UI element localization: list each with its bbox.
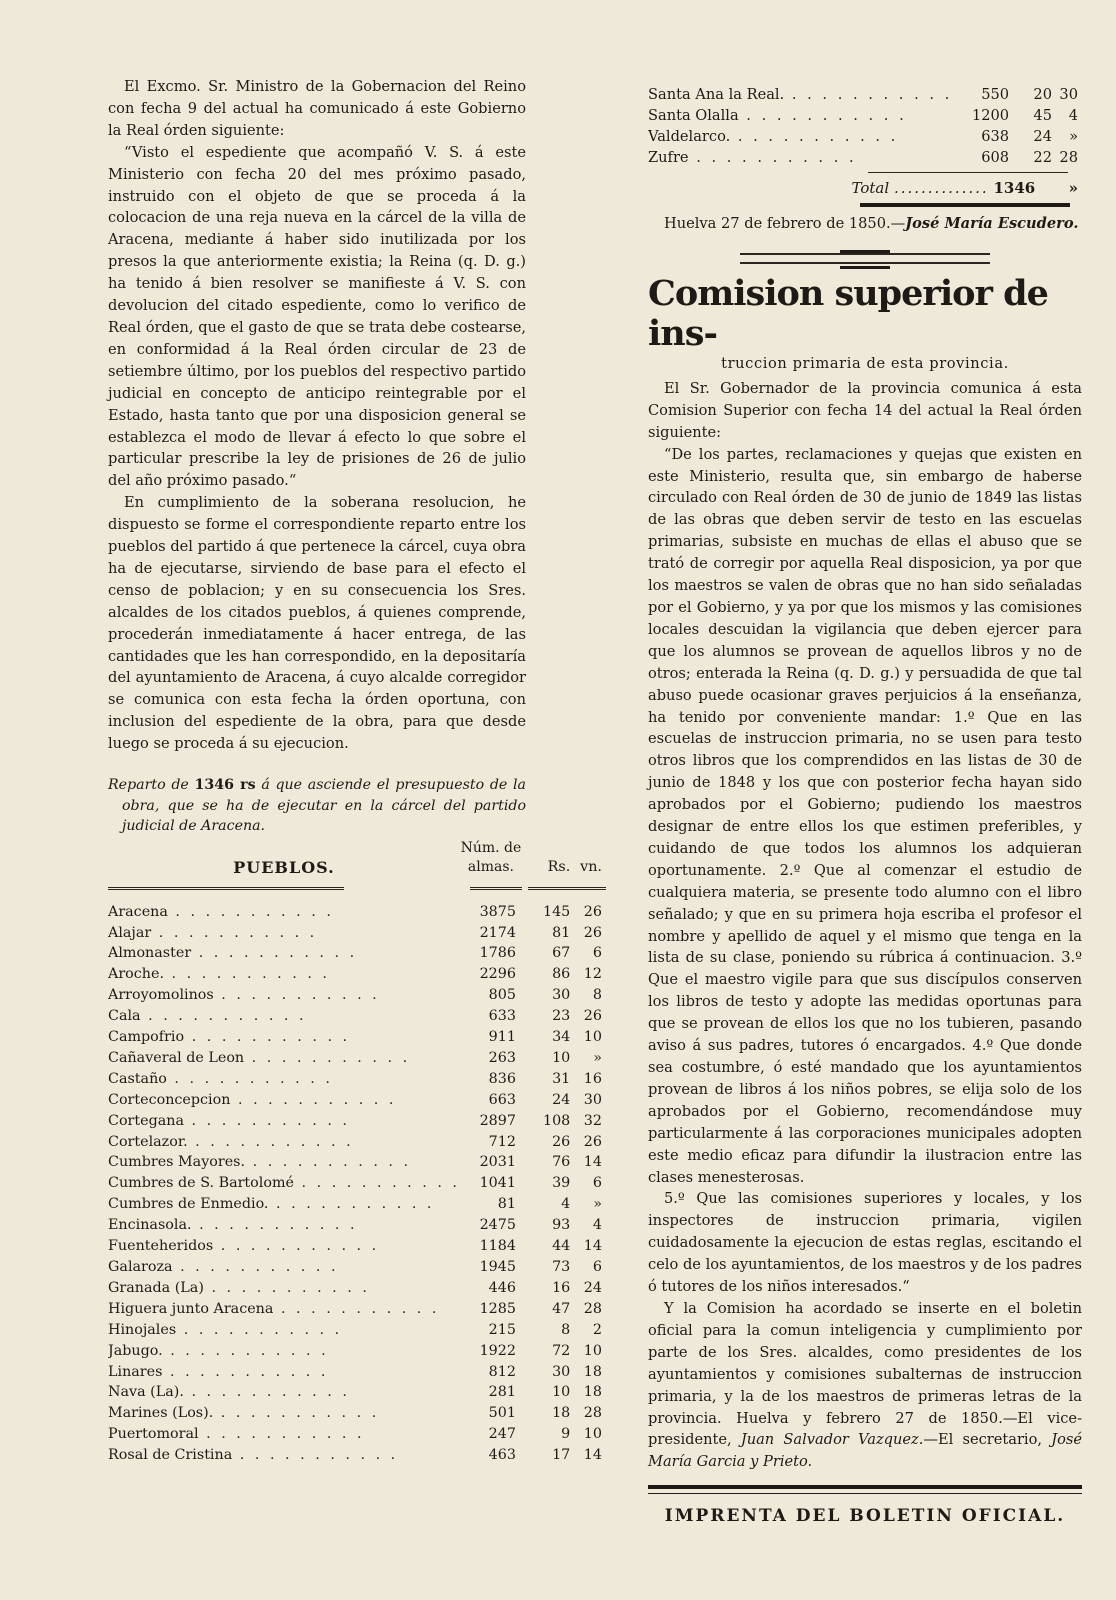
pueblo-label: Aroche. [108,966,164,983]
vn-value: 28 [583,1405,602,1422]
rs-value: 93 [552,1217,571,1234]
table-row [108,1278,606,1299]
rs-value: 8 [561,1321,571,1338]
table-row [108,1048,606,1069]
pueblo-name: Cortegana . . . . . . . . . . . [108,1112,350,1129]
table-row [108,1215,606,1236]
caption-amount: 1346 rs [194,777,256,794]
table-row [108,1362,606,1383]
rs-value: 39 [552,1175,571,1192]
table-row [108,1006,606,1027]
table-row [108,985,606,1006]
pueblo-name: Almonaster . . . . . . . . . . . [108,945,358,962]
left-column [108,76,602,1466]
vn-value: 18 [583,1363,602,1380]
pueblo-label: Higuera junto Aracena [108,1300,274,1317]
vn-value: 10 [583,1426,602,1443]
table-row [108,1069,606,1090]
table-row [108,1173,606,1194]
pueblo-label: Nava (La). [108,1384,184,1401]
rs-value: 31 [552,1070,571,1087]
almas-value: 1184 [479,1238,516,1255]
pueblo-label: Alajar [108,924,152,941]
end-rule [648,1485,1082,1489]
table-row [108,1090,606,1111]
almas-value: 550 [981,86,1010,103]
rs-value: 86 [552,966,571,983]
rs-value: 76 [552,1154,571,1171]
pueblo-label: Rosal de Cristina [108,1447,233,1464]
vn-value: 28 [1059,149,1078,166]
rs-value: 26 [552,1133,571,1150]
almas-value: 608 [981,149,1010,166]
almas-value: 633 [488,1008,516,1025]
table-row [108,1027,606,1048]
pueblo-label: Valdelarco. [648,128,731,145]
signature-line [648,213,1082,235]
vn-value: 12 [583,966,602,983]
pueblo-label: Santa Olalla [648,107,739,124]
pueblo-label: Aracena [108,903,168,920]
total-value: 1346 [993,179,1036,197]
almas-value: 812 [488,1363,516,1380]
table-row [108,1152,606,1173]
table-row [648,84,1082,105]
vn-value: 10 [583,1342,602,1359]
vn-value: 14 [583,1154,602,1171]
almas-value: 446 [488,1279,516,1296]
reparto-table-continued [648,84,1082,168]
almas-value: 836 [488,1070,516,1087]
comision-orden: “De los partes, reclamaciones y quejas que existen en este Ministerio, resulta que, sin embargo de haberse circulado con Real órden de 30 de junio de 1849 las listas de las obras que deben servir de testo en las escuelas primarias, subsiste en muchas de ellas el abuso que se trató de corregir por aquella Real disposicion, ya por que los maestros se valen de obras que no han sido señaladas por el Gobierno, y ya por que los mismos y las comisiones locales descuidan la vigilancia que deben ejercer para que los alumnos se provean de aquellos libros y no de otros; enterada la Reina (q. D. g.) y persuadida de que tal abuso puede ocasionar graves perjuicios á la enseñanza, ha tenido por conveniente mandar: 1.º Que en las escuelas de instruccion primaria, no se usen para testo otros libros que los comprendidos en las listas de 30 de junio de 1848 y los que con posterior fecha hayan sido aprobados por el Gobierno; pudiendo los maestros designar de entre ellos los que estimen preferibles, y cuidando de que todos los alumnos los adquieran oportunamente. 2.º Que al comenzar el estudio de cualquiera materia, se presente todo alumno con el libro señalado; y que en su primera hoja escriba el profesor el nombre y apellido de aquel y el mismo que tenga en la lista de su clase, poniendo su rúbrica á continuacion. 3.º Que el maestro vigile para que sus discípulos conserven los libros de testo y adopte las medidas oportunas para que se provean de ellos los que no los tubieren, pasando aviso á sus padres, tutores ó encargados. 4.º Que donde sea costumbre, ó esté mandado que los ayuntamientos provean de libros á los niños pobres, se elija solo de los aprobados por el Gobierno, recomendándose muy particularmente á las corporaciones municipales adopten este medio eficaz para difundir la ilustracion entre las clases menesterosas. [648,445,1082,1186]
table-row [108,1111,606,1132]
total-vn: » [1068,179,1078,197]
vn-value: 4 [1068,107,1078,124]
pueblo-name: Zufre . . . . . . . . . . . [648,149,857,166]
almas-value: 1945 [479,1259,516,1275]
rs-value: 24 [1033,128,1052,145]
pueblo-label: Granada (La) [108,1279,204,1296]
pueblo-name: Puertomoral . . . . . . . . . . . [108,1426,365,1443]
pueblo-name: Linares . . . . . . . . . . . [108,1363,329,1380]
almas-value: 3875 [479,903,516,920]
vn-value: » [1069,128,1078,145]
table-row [108,1236,606,1257]
pueblo-label: Corteconcepcion [108,1091,231,1108]
pueblo-label: Zufre [648,149,689,166]
pueblo-label: Cumbres Mayores. [108,1154,246,1171]
rs-value: 44 [552,1238,571,1255]
pueblo-name: Santa Ana la Real. . . . . . . . . . . . [648,86,953,103]
vn-value: 6 [592,1175,602,1192]
pueblo-name: Higuera junto Aracena . . . . . . . . . . . [108,1300,440,1317]
table-row [648,147,1082,168]
pueblo-label: Cumbres de S. Bartolomé [108,1175,294,1192]
vn-value: 16 [583,1070,602,1087]
pueblo-label: Fuenteheridos [108,1238,214,1255]
table-row [648,105,1082,126]
vn-value: 14 [583,1238,602,1255]
closing-name-1: Juan Salvador Vazquez. [740,1431,924,1449]
vn-value: 30 [583,1091,602,1108]
total-line: Total .............. 1346 » [851,179,1078,197]
table-row [108,1341,606,1362]
pueblo-label: Cumbres de Enmedio. [108,1196,269,1213]
pueblo-name: Arroyomolinos . . . . . . . . . . . [108,987,380,1004]
table-row [108,902,606,923]
thick-rule [860,203,1070,207]
pueblo-label: Cortegana [108,1112,184,1129]
pueblo-name: Valdelarco. . . . . . . . . . . . [648,128,899,145]
pueblo-name: Castaño . . . . . . . . . . . [108,1070,333,1087]
caption-rest: á que asciende el presupuesto de la obra, que se ha de ejecutar en la cárcel del partido judicial de Aracena. [122,777,527,835]
right-column [648,84,1082,1526]
table-row [108,1299,606,1320]
table-row [108,1403,606,1424]
vn-value: 10 [583,1029,602,1046]
table-row [108,1132,606,1153]
table-row [648,126,1082,147]
pueblo-label: Santa Ana la Real. [648,86,785,103]
rs-value: 9 [561,1426,571,1443]
table-row [108,943,606,964]
acuerdo-text: Y la Comision ha acordado se inserte en el boletin oficial para la comun inteligencia y cumplimiento por parte de los Sres. alcaldes, como presidentes de los ayuntamientos y comisiones subalternas de instruccion primaria, y la de los maestros de primeras letras de la provincia. Huelva y febrero 27 de 1850.—El vice-presidente, [648,1299,1082,1449]
table-row [108,964,606,985]
section-heading: Comision superior de ins- [648,272,1048,354]
header-almas: Núm. de almas. [460,839,522,875]
rs-value: 108 [542,1112,571,1129]
almas-value: 911 [488,1029,516,1046]
total-rule [868,172,1068,173]
almas-value: 215 [488,1321,516,1338]
reparto-table-body [108,902,606,1466]
pueblo-label: Almonaster [108,945,192,962]
imprenta-footer: IMPRENTA DEL BOLETIN OFICIAL. [664,1506,1066,1527]
pueblo-label: Linares [108,1363,163,1380]
rs-value: 47 [552,1300,571,1317]
pueblo-label: Marines (Los). [108,1405,214,1422]
pueblo-label: Castaño [108,1070,167,1087]
almas-value: 2031 [479,1154,516,1171]
almas-value: 1285 [479,1300,516,1317]
rs-value: 20 [1033,86,1052,103]
pueblo-name: Cortelazor. . . . . . . . . . . . [108,1133,354,1150]
pueblo-label: Hinojales [108,1321,177,1338]
vn-value: 14 [583,1447,602,1464]
vn-value: 26 [583,924,602,941]
pueblo-name: Granada (La) . . . . . . . . . . . [108,1279,370,1296]
rs-value: 24 [552,1091,571,1108]
sign-date: Huelva 27 de febrero de 1850.— [664,215,906,232]
intro-paragraph: El Excmo. Sr. Ministro de la Gobernacion del Reino con fecha 9 del actual ha comunicado á este Gobierno la Real órden siguiente: [108,78,526,139]
table-row [108,1445,606,1466]
rs-value: 81 [552,924,571,941]
header-vn: vn. [580,858,602,875]
header-rs: Rs. [547,858,571,875]
closing-name-2: José María Garcia y Prieto. [648,1431,1082,1471]
almas-value: 663 [488,1091,516,1108]
rs-value: 23 [552,1008,571,1025]
pueblo-name: Fuenteheridos . . . . . . . . . . . [108,1238,380,1255]
pueblo-name: Alajar . . . . . . . . . . . [108,924,318,941]
vn-value: 2 [592,1321,602,1338]
almas-value: 1922 [479,1342,516,1359]
continued-table-body [648,84,1082,168]
vn-value: 30 [1059,86,1078,103]
pueblo-name: Aracena . . . . . . . . . . . [108,903,334,920]
comision-regla-5: 5.º Que las comisiones superiores y locales, y los inspectores de instruccion primaria, vigilen cuidadosamente la ejecucion de estas reglas, escitando el celo de los ayuntamientos, de los maestros y de los padres ó tutores de los niños interesados.“ [648,1190,1082,1296]
almas-value: 2296 [479,966,516,983]
pueblo-label: Cañaveral de Leon [108,1049,245,1066]
almas-value: 805 [488,987,516,1004]
almas-value: 247 [488,1426,516,1443]
vn-value: 8 [592,987,602,1004]
table-row [108,1382,606,1403]
almas-value: 501 [488,1405,516,1422]
vn-value: 18 [583,1384,602,1401]
pueblo-name: Cañaveral de Leon . . . . . . . . . . . [108,1049,411,1066]
header-rule-row [108,883,606,902]
vn-value: 26 [583,903,602,920]
almas-value: 263 [488,1049,516,1066]
vn-value: 6 [592,945,602,962]
almas-value: 638 [981,128,1010,145]
table-row [108,1320,606,1341]
rs-value: 16 [552,1279,571,1296]
pueblo-name: Hinojales . . . . . . . . . . . [108,1321,343,1338]
pueblo-name: Santa Olalla . . . . . . . . . . . [648,107,907,124]
section-subheading: truccion primaria de esta provincia. [721,354,1009,372]
pueblo-name: Encinasola. . . . . . . . . . . . [108,1217,358,1234]
reparto-table [108,839,606,1466]
table-row [108,1194,606,1215]
almas-value: 2897 [479,1112,516,1129]
rs-value: 145 [542,903,571,920]
almas-value: 1200 [971,107,1010,124]
rs-value: 18 [552,1405,571,1422]
pueblo-name: Marines (Los). . . . . . . . . . . . [108,1405,380,1422]
rs-value: 17 [552,1447,571,1464]
pueblo-label: Arroyomolinos [108,987,214,1004]
section-ornament [740,253,990,264]
vn-value: 28 [583,1300,602,1317]
rs-value: 72 [552,1342,571,1359]
closing-mid: —El secretario, [923,1431,1043,1449]
pueblo-name: Nava (La). . . . . . . . . . . . [108,1384,350,1401]
vn-value: 26 [583,1008,602,1025]
almas-value: 81 [497,1196,516,1213]
pueblo-label: Campofrio [108,1029,185,1046]
pueblo-name: Galaroza . . . . . . . . . . . [108,1259,339,1275]
almas-value: 1786 [479,945,516,962]
comision-acuerdo [648,1298,1082,1473]
almas-value: 2174 [479,924,516,941]
table-header-row [108,839,606,883]
pueblo-name: Rosal de Cristina . . . . . . . . . . . [108,1447,399,1464]
vn-value: 4 [592,1217,602,1234]
rs-value: 73 [552,1259,571,1275]
rs-value: 10 [552,1384,571,1401]
pueblo-name: Campofrio . . . . . . . . . . . [108,1029,351,1046]
rs-value: 67 [552,945,571,962]
rs-value: 30 [552,1363,571,1380]
pueblo-label: Puertomoral [108,1426,199,1443]
end-rule-thin [648,1493,1082,1494]
caption-lead: Reparto de [108,777,189,794]
table-row [108,923,606,944]
vn-value: 24 [583,1279,602,1296]
comision-intro: El Sr. Gobernador de la provincia comunica á esta Comision Superior con fecha 14 del actual la Real órden siguiente: [648,379,1082,441]
almas-value: 2475 [479,1217,516,1234]
vn-value: » [593,1196,602,1213]
almas-value: 1041 [479,1175,516,1192]
table-row [108,1424,606,1445]
rs-value: 22 [1033,149,1052,166]
rs-value: 10 [552,1049,571,1066]
pueblo-label: Encinasola. [108,1217,192,1234]
header-pueblos: PUEBLOS. [233,857,335,877]
reparto-caption [108,775,526,837]
vn-value: 26 [583,1133,602,1150]
pueblo-name: Aroche. . . . . . . . . . . . [108,966,330,983]
almas-value: 712 [488,1133,516,1150]
rs-value: 34 [552,1029,571,1046]
real-orden-paragraph: “Visto el espediente que acompañó V. S. á este Ministerio con fecha 20 del mes próximo pasado, instruido con el objeto de que se proceda á la colocacion de una reja nueva en la cárcel de la villa de Aracena, mediante á haber sido inutilizada por los presos la que anteriormente existia; la Reina (q. D. g.) ha tenido á bien resolver se manifieste á V. S. con devolucion del citado espediente, como lo verifico de Real órden, que el gasto de que se trata debe costearse, en conformidad á la Real órden circular de 23 de setiembre último, por los pueblos del respectivo partido judicial en concepto de anticipo reintegrable por el Estado, hasta tanto que por una disposicion general se establezca el modo de llevar á efecto lo que sobre el particular prescribe la ley de prisiones de 26 de julio del año próximo pasado.“ [108,143,526,490]
pueblo-name: Cala . . . . . . . . . . . [108,1008,307,1025]
vn-value: 32 [583,1112,602,1129]
rs-value: 45 [1033,107,1052,124]
pueblo-label: Cala [108,1008,141,1025]
almas-value: 463 [488,1447,516,1464]
rs-value: 30 [552,987,571,1004]
pueblo-name: Cumbres de S. Bartolomé . . . . . . . . . . . [108,1175,460,1192]
pueblo-label: Jabugo. [108,1342,163,1359]
vn-value: » [593,1049,602,1066]
pueblo-name: Cumbres de Enmedio. . . . . . . . . . . . [108,1196,435,1213]
almas-value: 281 [488,1384,516,1401]
sign-name: José María Escudero. [905,215,1079,232]
pueblo-label: Galaroza [108,1259,173,1275]
rs-value: 4 [561,1196,571,1213]
pueblo-label: Cortelazor. [108,1133,188,1150]
cumplimiento-paragraph: En cumplimiento de la soberana resolucion, he dispuesto se forme el correspondiente reparto entre los pueblos del partido á que pertenece la cárcel, cuya obra ha de ejecutarse, sirviendo de base para el efecto el censo de poblacion; y en su consecuencia los Sres. alcaldes de los citados pueblos, á quienes comprende, procederán inmediatamente á hacer entrega, de las cantidades que les han correspondido, en la depositaría del ayuntamiento de Aracena, á cuyo alcalde corregidor se comunica con esta fecha la órden oportuna, con inclusion del espediente de la obra, para que desde luego se proceda á su ejecucion. [108,494,526,753]
pueblo-name: Jabugo. . . . . . . . . . . . [108,1342,329,1359]
table-row [108,1257,606,1278]
pueblo-name: Corteconcepcion . . . . . . . . . . . [108,1091,397,1108]
vn-value: 6 [592,1259,602,1275]
total-label: Total [851,179,890,197]
pueblo-name: Cumbres Mayores. . . . . . . . . . . . [108,1154,412,1171]
